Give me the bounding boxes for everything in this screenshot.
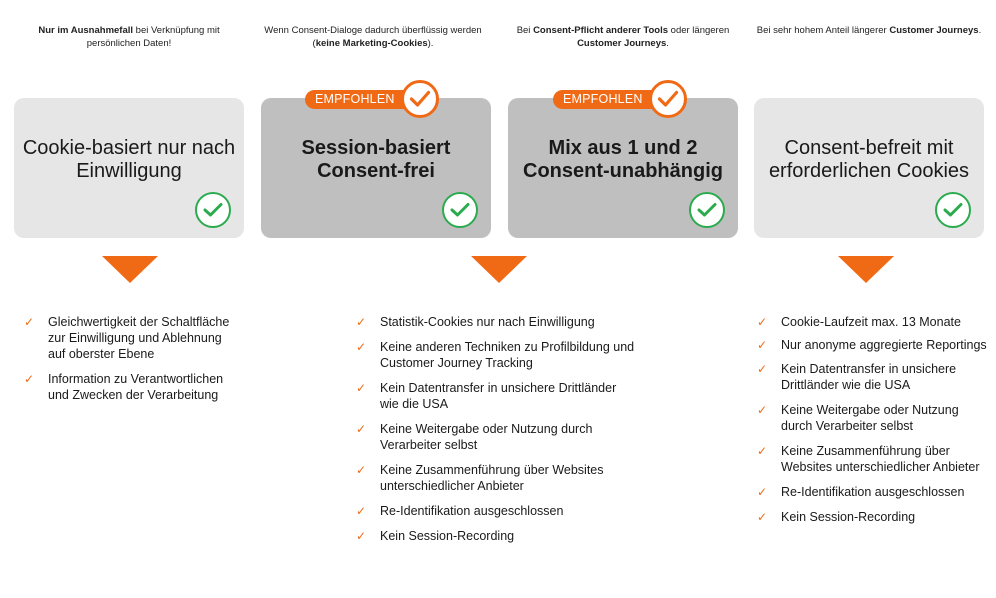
option-title: Consent-befreit mit erforderlichen Cookies	[768, 137, 970, 182]
list-item-text: Keine anderen Techniken zu Profilbildung und Customer Journey Tracking	[380, 340, 635, 370]
recommended-badge-2	[305, 80, 441, 118]
check-circle-icon	[935, 192, 971, 228]
check-icon	[649, 80, 687, 118]
check-mark-icon: ✓	[757, 510, 768, 524]
list-item-text: Keine Zusammenführung über Websites unterschiedlicher Anbieter	[380, 463, 604, 493]
check-mark-icon: ✓	[757, 444, 768, 458]
note-text: Customer Journeys	[889, 25, 979, 36]
check-mark-icon: ✓	[757, 362, 768, 376]
list-item	[24, 371, 234, 403]
note-text: .	[666, 37, 669, 49]
check-icon	[401, 80, 439, 118]
note-text: ).	[427, 37, 434, 49]
option-box-4	[754, 98, 984, 238]
triangle-down-icon	[102, 256, 158, 283]
note-text: Wenn Consent-Dialoge dadurch überflüssig werden (	[264, 25, 482, 49]
check-mark-icon: ✓	[757, 338, 768, 352]
list-item	[356, 462, 636, 494]
check-circle-icon	[442, 192, 478, 228]
note-text: keine Marketing-Cookies	[315, 37, 428, 49]
list-item-text: Kein Session-Recording	[380, 529, 515, 543]
list-item-text: Information zu Verantwortlichen und Zwecken der Verarbeitung	[48, 372, 224, 402]
list-item	[757, 443, 993, 475]
check-mark-icon: ✓	[757, 485, 768, 499]
list-item	[356, 380, 636, 412]
list-item	[24, 314, 234, 362]
list-item	[356, 421, 636, 453]
check-mark-icon: ✓	[356, 381, 367, 395]
list-item-text: Cookie-Laufzeit max. 13 Monate	[781, 315, 961, 329]
check-mark-icon: ✓	[356, 529, 367, 543]
note-text: bei Verknüpfung mit persönlichen Daten!	[86, 25, 220, 49]
list-item-text: Keine Zusammenführung über Websites unterschiedlicher Anbieter	[781, 444, 980, 474]
note-text: Bei	[516, 25, 534, 36]
badge-label: EMPFOHLEN	[305, 90, 423, 109]
list-item-text: Gleichwertigkeit der Schaltfläche zur Einwilligung und Ablehnung auf oberster Ebene	[48, 315, 230, 361]
note-3	[508, 25, 738, 50]
option-title: Session-basiert Consent-frei	[301, 137, 451, 182]
list-item	[757, 402, 993, 434]
option-title: Mix aus 1 und 2 Consent-unabhängig	[523, 137, 723, 182]
check-mark-icon: ✓	[356, 315, 367, 329]
check-mark-icon: ✓	[757, 315, 768, 329]
note-2	[258, 25, 488, 50]
list-item-text: Re-Identifikation ausgeschlossen	[380, 504, 564, 518]
requirements-list-1	[24, 314, 234, 403]
list-item	[356, 314, 636, 330]
check-circle-icon	[195, 192, 231, 228]
list-item	[757, 361, 993, 393]
list-item	[356, 339, 636, 371]
note-text: Consent-Pflicht anderer Tools	[533, 25, 669, 36]
check-mark-icon: ✓	[24, 372, 35, 386]
check-mark-icon: ✓	[757, 403, 768, 417]
list-item	[757, 484, 993, 500]
list-item-text: Nur anonyme aggregierte Reportings	[781, 338, 987, 352]
list-item-text: Keine Weitergabe oder Nutzung durch Verarbeiter selbst	[380, 422, 593, 452]
requirements-list-2	[356, 314, 636, 544]
option-title: Cookie-basiert nur nach Einwilligung	[22, 137, 236, 182]
option-box-1	[14, 98, 244, 238]
note-text: Customer Journeys	[577, 37, 667, 49]
requirements-list-4	[757, 314, 993, 525]
list-item-text: Kein Datentransfer in unsichere Drittländer wie die USA	[781, 362, 957, 392]
check-circle-icon	[689, 192, 725, 228]
note-text: .	[978, 25, 982, 36]
list-item-text: Re-Identifikation ausgeschlossen	[781, 485, 965, 499]
note-4	[754, 25, 984, 38]
list-item-text: Kein Datentransfer in unsichere Drittländer wie die USA	[380, 381, 617, 411]
list-item	[356, 503, 636, 519]
recommended-badge-3	[553, 80, 689, 118]
list-item	[757, 314, 993, 330]
list-item	[757, 337, 993, 353]
note-text: oder längeren	[668, 25, 730, 36]
list-item	[356, 528, 636, 544]
check-mark-icon: ✓	[356, 504, 367, 518]
option-box-2	[261, 98, 491, 238]
note-text: Nur im Ausnahmefall	[38, 25, 134, 36]
list-item	[757, 509, 993, 525]
list-item-text: Keine Weitergabe oder Nutzung durch Verarbeiter selbst	[781, 403, 959, 433]
check-mark-icon: ✓	[356, 463, 367, 477]
note-1	[14, 25, 244, 50]
check-mark-icon: ✓	[356, 340, 367, 354]
check-mark-icon: ✓	[24, 315, 35, 329]
triangle-down-icon	[838, 256, 894, 283]
list-item-text: Statistik-Cookies nur nach Einwilligung	[380, 315, 595, 329]
option-box-3	[508, 98, 738, 238]
triangle-down-icon	[471, 256, 527, 283]
badge-label: EMPFOHLEN	[553, 90, 671, 109]
list-item-text: Kein Session-Recording	[781, 510, 916, 524]
note-text: Bei sehr hohem Anteil längerer	[756, 25, 890, 36]
check-mark-icon: ✓	[356, 422, 367, 436]
